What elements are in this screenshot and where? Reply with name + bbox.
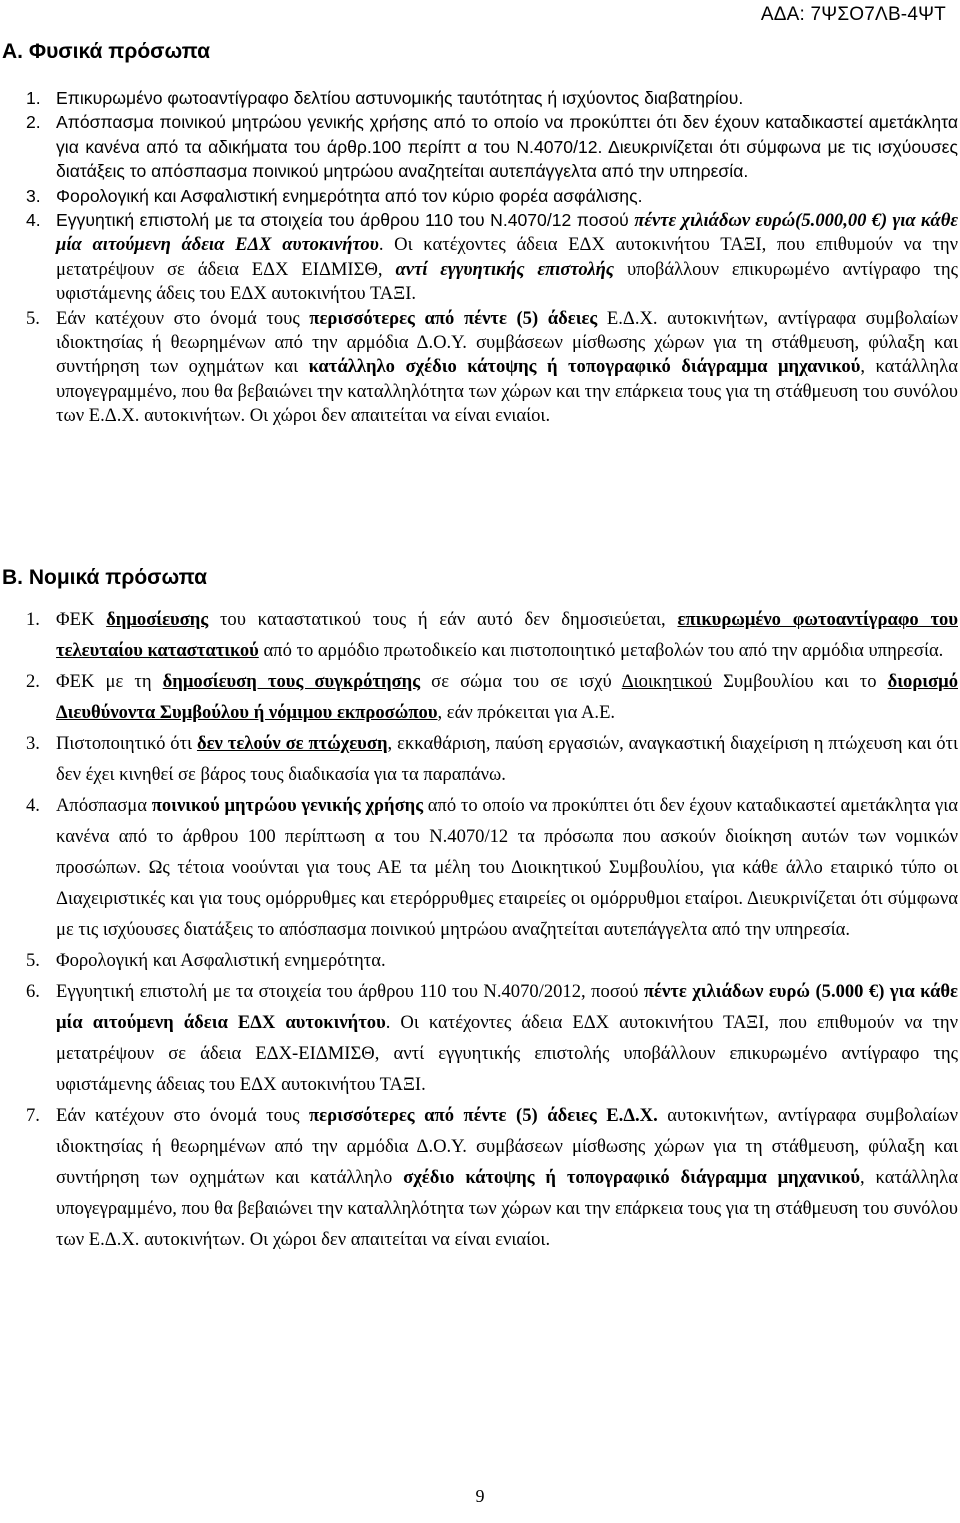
item-text: . Οι κατέχοντες άδεια ΕΔΧ αυτοκινήτου ΤΑΞΙ, που επιθυμούν να την μετατρέψουν σε άδεια ΕΔΧ-ΕΙΔΜΙΣΘ, αντί εγγυητικής επιστολής υποβάλλουν επικυρωμένο αντίγραφο της υφιστάμενης άδειας του ΕΔΧ αυτοκινήτου ΤΑΞΙ. (56, 1012, 958, 1095)
item-text: υποβάλλουν επικυρωμένο αντίγραφο της υφιστάμενης άδεις του ΕΔΧ αυτοκινήτου ΤΑΞΙ. (56, 258, 958, 305)
item-number: 2. (26, 671, 40, 692)
item-text: Πιστοποιητικό ότι (56, 733, 197, 754)
list-item (26, 666, 958, 728)
item-number: 7. (26, 1105, 40, 1126)
item-number: 4. (26, 795, 40, 816)
emphasis-text: περισσότερες από πέντε (5) άδειες (309, 307, 598, 329)
item-text: , κατάλληλα υπογεγραμμένο, που θα βεβαιώνει την καταλληλότητα των χώρων και την επάρκεια τους για τη στάθμευση του συνόλου των Ε.Δ.Χ. αυτοκινήτων. Οι χώροι δεν απαιτείται να είναι ενιαίοι. (56, 1167, 958, 1250)
item-text: αυτοκινήτων, αντίγραφα συμβολαίων ιδιοκτησίας ή θεωρημένων από την αρμόδια Δ.Ο.Υ. συμβάσεων μίσθωσης χώρων για τη στάθμευση, φύλαξη και συντήρηση των οχημάτων και κατάλληλο (56, 1105, 958, 1188)
list-item (26, 976, 958, 1100)
item-number: 1. (26, 609, 40, 630)
item-number: 6. (26, 981, 40, 1002)
item-text: ΦΕΚ (56, 609, 107, 630)
section-a-title: Α. Φυσικά πρόσωπα (2, 40, 211, 63)
item-text: Φορολογική και Ασφαλιστική ενημερότητα. (56, 950, 386, 971)
item-number: 1. (26, 88, 41, 108)
emphasis-text: σχέδιο κάτοψης ή τοπογραφικό διάγραμμα μηχανικού (403, 1167, 860, 1188)
emphasis-text: πέντε χιλιάδων ευρώ (5.000 €) για κάθε μία αιτούμενη άδεια ΕΔΧ αυτοκινήτου (56, 981, 958, 1033)
emphasis-text: δημοσίευση τους συγκρότησης (162, 671, 421, 692)
emphasis-text: επικυρωμένο φωτοαντίγραφο του τελευταίου καταστατικού (56, 609, 959, 661)
list-item (26, 86, 958, 110)
item-text: Απόσπασμα (56, 795, 152, 816)
item-text: ΦΕΚ με τη (56, 671, 163, 692)
item-text: . Οι κατέχοντες άδεια ΕΔΧ αυτοκινήτου ΤΑΞΙ, που επιθυμούν να την μετατρέψουν σε άδεια ΕΔΧ ΕΙΔΜΙΣΘ, (56, 234, 958, 280)
emphasis-text: πέντε χιλιάδων ευρώ(5.000,00 €) για κάθε μία αιτούμενη άδεια ΕΔΧ αυτοκινήτου (56, 210, 958, 256)
item-text: , εκκαθάριση, παύση εργασιών, αναγκαστική διαχείριση η πτώχευση και ότι δεν έχει κινηθεί σε βάρος τους διαδικασία για τα παραπάνω. (56, 733, 958, 785)
item-number: 3. (26, 185, 41, 206)
emphasis-text: διορισμό Διευθύνοντα Συμβούλου ή νόμιμου εκπροσώπου (56, 671, 958, 723)
list-item (26, 110, 958, 183)
emphasis-text: αντί εγγυητικής επιστολής (395, 258, 615, 280)
item-text: Επικυρωμένο φωτοαντίγραφο δελτίου αστυνομικής ταυτότητας ή ισχύοντος διαβατηρίου. (56, 88, 744, 108)
item-number: 5. (26, 950, 40, 971)
ada-code: ΑΔΑ: 7ΨΣΟ7ΛΒ-4ΨΤ (760, 4, 946, 25)
item-number: 5. (26, 307, 40, 329)
item-text: , εάν πρόκειται για Α.Ε. (437, 702, 616, 723)
section-b-list (26, 604, 958, 1255)
list-item (26, 790, 958, 945)
emphasis-text: ποινικού μητρώου γενικής χρήσης (151, 795, 424, 816)
item-text: , κατάλληλα υπογεγραμμένο, που θα βεβαιώνει την καταλληλότητα των χώρων και την επάρκεια τους για τη στάθμευση του συνόλου των Ε.Δ.Χ. αυτοκινήτων. Οι χώροι δεν απαιτείται να είναι ενιαίοι. (56, 356, 958, 427)
list-item (26, 184, 958, 208)
section-a-list (26, 86, 958, 429)
emphasis-text: δημοσίευσης (106, 609, 209, 630)
item-text: Συμβουλίου και το (712, 671, 888, 692)
section-b-title: Β. Νομικά πρόσωπα (2, 566, 208, 589)
item-text: από το οποίο να προκύπτει ότι δεν έχουν καταδικαστεί αμετάκλητα για κανένα από το άρθρου 100 περίπτωση α του Ν.4070/12 τα πρόσωπα που ασκούν διοίκηση αυτών των νομικών προσώπων. Ως τέτοια νοούνται για τους ΑΕ τα μέλη του Διοικητικού Συμβουλίου, για κάθε άλλο εταιρικό τύπο οι Διαχειριστικές και για τους ομόρρυθμες και ετερόρρυθμες εταιρείες οι ομόρρυθμοι εταίροι. Διευκρινίζεται ότι σύμφωνα με τις ισχύουσες διατάξεις το απόσπασμα ποινικού μητρώου αναζητείται αυτεπάγγελτα από την υπηρεσία. (56, 795, 958, 940)
item-number: 3. (26, 733, 40, 754)
item-text: Απόσπασμα ποινικού μητρώου γενικής χρήσης από το οποίο να προκύπτει ότι δεν έχουν καταδικαστεί αμετάκλητα για κανένα από τα αδικήματα του άρθρ.100 περίπτ α του Ν.4070/12. Διευκρινίζεται ότι σύμφωνα με τις ισχύουσες διατάξεις το απόσπασμα ποινικού μητρώου αναζητείται αυτεπάγγελτα από την υπηρεσία. (56, 112, 958, 182)
list-item (26, 208, 958, 307)
item-text: Ε.Δ.Χ. αυτοκινήτων, αντίγραφα συμβολαίων ιδιοκτησίας ή θεωρημένων από την αρμόδια Δ.Ο.Υ. συμβάσεων μίσθωσης χώρων για τη στάθμευση, φύλαξη και συντήρηση των οχημάτων και (56, 307, 958, 378)
page-number: 9 (475, 1486, 485, 1506)
emphasis-text: περισσότερες από πέντε (5) άδειες Ε.Δ.Χ. (308, 1105, 658, 1126)
item-text: Εγγυητική επιστολή με τα στοιχεία του άρθρου 110 του Ν.4070/2012, ποσού (56, 981, 644, 1002)
item-text: Φορολογική και Ασφαλιστική ενημερότητα από τον κύριο φορέα ασφάλισης. (56, 185, 643, 206)
item-text: του καταστατικού τους ή εάν αυτό δεν δημοσιεύεται, (208, 609, 678, 630)
item-number: 4. (26, 210, 41, 231)
emphasis-text: δεν τελούν σε πτώχευση (196, 733, 388, 754)
item-text: Εγγυητική επιστολή με τα στοιχεία του άρθρου 110 του Ν.4070/12 ποσού (56, 210, 635, 231)
item-number: 2. (26, 112, 41, 133)
underlined-text: Διοικητικού (621, 671, 713, 692)
item-text: Εάν κατέχουν στο όνομά τους (56, 1105, 309, 1126)
list-item (26, 307, 958, 429)
list-item (26, 1100, 958, 1255)
item-text: σε σώμα του σε ισχύ (420, 671, 622, 692)
list-item (26, 604, 958, 666)
list-item (26, 728, 958, 790)
list-item (26, 945, 958, 976)
emphasis-text: κατάλληλο σχέδιο κάτοψης ή τοπογραφικό διάγραμμα μηχανικού (308, 356, 861, 378)
item-text: Εάν κατέχουν στο όνομά τους (56, 307, 310, 329)
item-text: από το αρμόδιο πρωτοδικείο και πιστοποιητικό μεταβολών του από την αρμόδια υπηρεσία. (258, 640, 944, 661)
